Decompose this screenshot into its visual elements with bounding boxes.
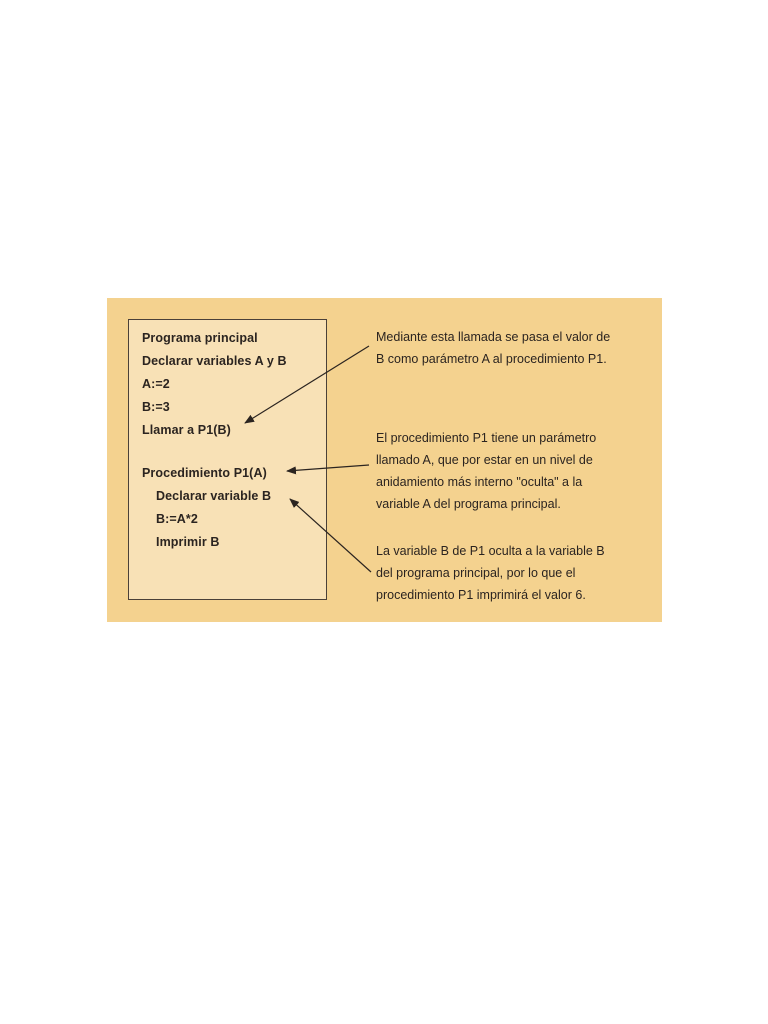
note-shadowing-line: procedimiento P1 imprimirá el valor 6. bbox=[376, 588, 586, 602]
code-line-assign-a: A:=2 bbox=[142, 377, 170, 391]
note-parameter-line: anidamiento más interno "oculta" a la bbox=[376, 475, 583, 489]
explanation-panel bbox=[107, 298, 662, 622]
code-line-proc-title: Procedimiento P1(A) bbox=[142, 466, 267, 480]
note-call-line: B como parámetro A al procedimiento P1. bbox=[376, 352, 607, 366]
code-line-call-p1: Llamar a P1(B) bbox=[142, 423, 231, 437]
annotation-arrows bbox=[107, 298, 662, 622]
note-shadowing-line: del programa principal, por lo que el bbox=[376, 566, 576, 580]
arrow-to-procedure bbox=[287, 465, 369, 471]
arrow-to-local-variable bbox=[290, 499, 371, 572]
note-parameter-line: variable A del programa principal. bbox=[376, 497, 561, 511]
code-line-proc-declare: Declarar variable B bbox=[156, 489, 272, 503]
note-parameter-line: llamado A, que por estar en un nivel de bbox=[376, 453, 593, 467]
note-shadowing-line: La variable B de P1 oculta a la variable B bbox=[376, 544, 605, 558]
code-line-assign-b: B:=3 bbox=[142, 400, 170, 414]
arrow-to-call bbox=[245, 346, 369, 423]
code-line-proc-assign: B:=A*2 bbox=[156, 512, 198, 526]
code-line-main-title: Programa principal bbox=[142, 331, 258, 345]
code-line-declare-vars: Declarar variables A y B bbox=[142, 354, 287, 368]
code-line-proc-print: Imprimir B bbox=[156, 535, 220, 549]
note-parameter-line: El procedimiento P1 tiene un parámetro bbox=[376, 431, 597, 445]
note-call-line: Mediante esta llamada se pasa el valor de bbox=[376, 330, 611, 344]
